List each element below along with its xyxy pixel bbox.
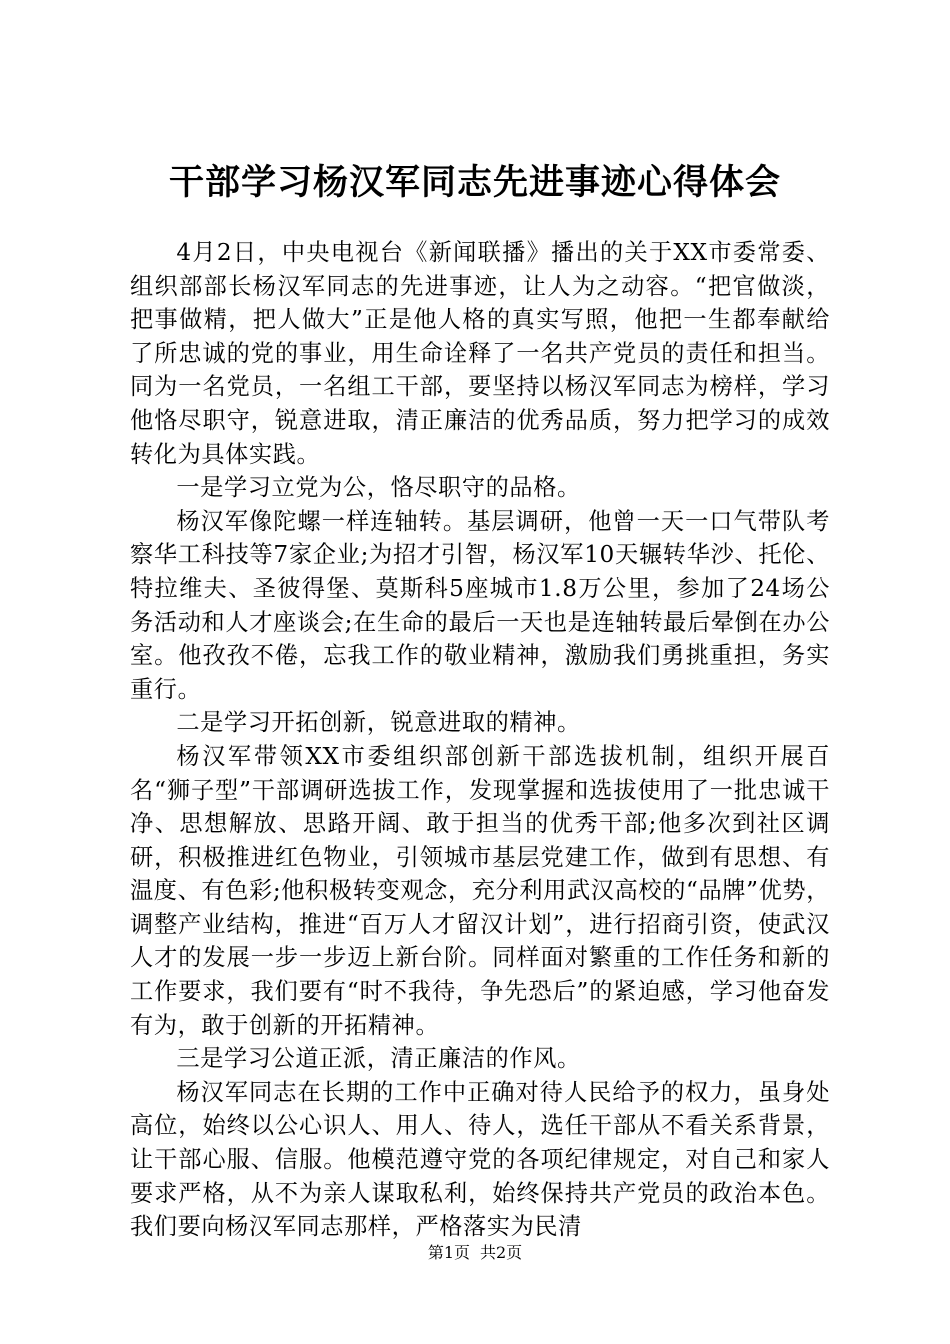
paragraph-heading-1: 一是学习立党为公，恪尽职守的品格。 xyxy=(176,474,581,502)
page-number-current: 第1页 xyxy=(427,1243,470,1262)
page-number-total: 共2页 xyxy=(480,1243,523,1262)
paragraph-section-1: 杨汉军像陀螺一样连轴转。基层调研，他曾一天一口气带队考察华工科技等7家企业;为招才引智，杨汉军10天辗转华沙、托伦、特拉维夫、圣彼得堡、莫斯科5座城市1.8万公里，参加了24场公务活动和人才座谈会;在生命的最后一天也是连轴转最后晕倒在办公室。他孜孜不倦，忘我工作的敬业精神，激励我们勇挑重担，务实重行。 xyxy=(130,507,830,703)
document-body xyxy=(130,236,830,1244)
paragraph-section-2: 杨汉军带领XX市委组织部创新干部选拔机制，组织开展百名“狮子型”干部调研选拔工作，发现掌握和选拔使用了一批忠诚干净、思想解放、思路开阔、敢于担当的优秀干部;他多次到社区调研，积极推进红色物业，引领城市基层党建工作，做到有思想、有温度、有色彩;他积极转变观念，充分利用武汉高校的“品牌”优势，调整产业结构，推进“百万人才留汉计划”，进行招商引资，使武汉人才的发展一步一步迈上新台阶。同样面对繁重的工作任务和新的工作要求，我们要有“时不我待，争先恐后”的紧迫感，学习他奋发有为，敢于创新的开拓精神。 xyxy=(130,742,830,1039)
paragraph-heading-2: 二是学习开拓创新，锐意进取的精神。 xyxy=(176,709,581,737)
page-footer xyxy=(0,1242,950,1264)
paragraph-section-3: 杨汉军同志在长期的工作中正确对待人民给予的权力，虽身处高位，始终以公心识人、用人、待人，选任干部从不看关系背景，让干部心服、信服。他模范遵守党的各项纪律规定，对自己和家人要求严格，从不为亲人谋取私利，始终保持共产党员的政治本色。我们要向杨汉军同志那样，严格落实为民清 xyxy=(130,1078,830,1241)
paragraph-intro: 4月2日，中央电视台《新闻联播》播出的关于XX市委常委、组织部部长杨汉军同志的先进事迹，让人为之动容。“把官做淡，把事做精，把人做大”正是他人格的真实写照，他把一生都奉献给了所忠诚的党的事业，用生命诠释了一名共产党员的责任和担当。同为一名党员，一名组工干部，要坚持以杨汉军同志为榜样，学习他恪尽职守，锐意进取，清正廉洁的优秀品质，努力把学习的成效转化为具体实践。 xyxy=(130,239,830,468)
paragraph-heading-3: 三是学习公道正派，清正廉洁的作风。 xyxy=(176,1045,581,1073)
document-title: 干部学习杨汉军同志先进事迹心得体会 xyxy=(168,163,781,203)
